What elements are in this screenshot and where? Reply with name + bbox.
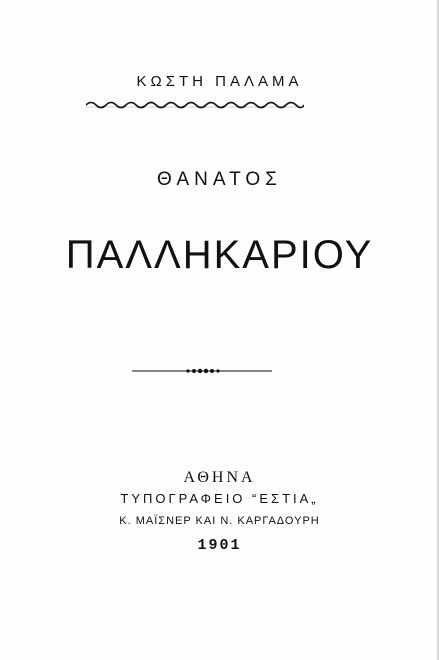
publication-city: ΑΘΗΝΑ <box>183 469 256 486</box>
publication-year: 1901 <box>197 537 242 554</box>
printer-owners: Κ. ΜΑΪΣΝΕΡ ΚΑΙ Ν. ΚΑΡΓΑΔΟΥΡΗ <box>119 515 320 527</box>
author-name: ΚΩΣΤΗ ΠΑΛΑΜΑ <box>136 73 303 90</box>
divider-ornament <box>132 366 272 376</box>
printer-name: ΤΥΠΟΓΡΑΦΕΙΟ “ΕΣΤΙΑ„ <box>120 491 319 506</box>
wavy-rule-ornament <box>86 98 304 112</box>
title-line-1: ΘΑΝΑΤΟΣ <box>157 169 282 190</box>
title-line-2: ΠΑΛΛΗΚΑΡΙΟΥ <box>65 233 374 277</box>
